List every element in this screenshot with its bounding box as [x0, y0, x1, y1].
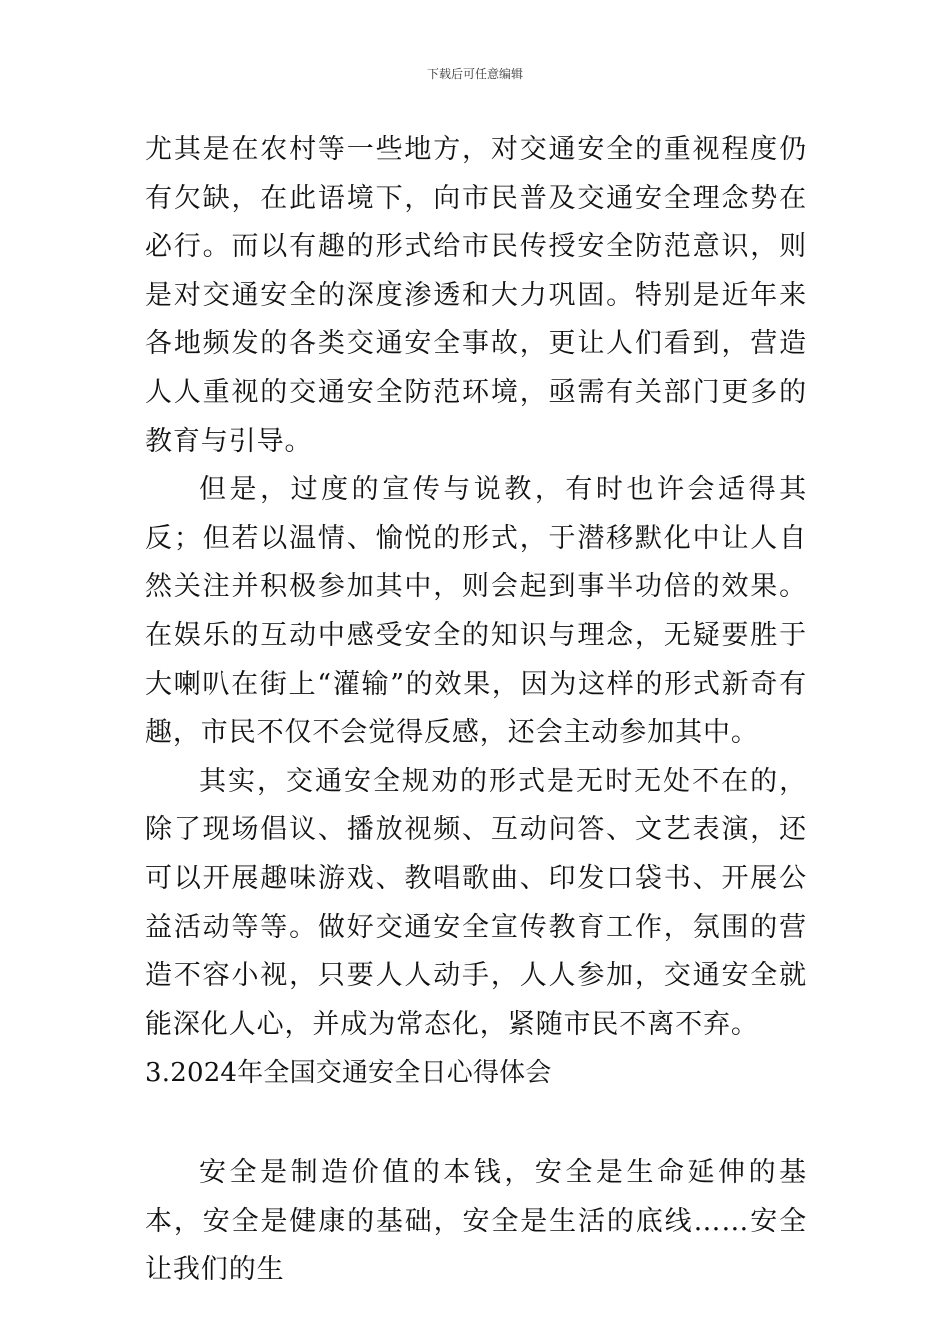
paragraph-2: 但是，过度的宣传与说教，有时也许会适得其反；但若以温情、愉悦的形式，于潜移默化中让人自然关注并积极参加其中，则会起到事半功倍的效果。在娱乐的互动中感受安全的知识与理念，无疑要胜于大喇叭在街上“灌输”的效果，因为这样的形式新奇有趣，市民不仅不会觉得反感，还会主动参加其中。	[145, 474, 807, 749]
paragraph-4: 安全是制造价值的本钱，安全是生命延伸的基本，安全是健康的基础，安全是生活的底线……安全让我们的生	[145, 1157, 807, 1286]
section-heading: 3.2024年全国交通安全日心得体会	[145, 1058, 552, 1089]
spacer	[145, 1097, 807, 1149]
body-text	[145, 126, 807, 1295]
header-note: 下载后可任意编辑	[426, 67, 523, 81]
paragraph-3: 其实，交通安全规劝的形式是无时无处不在的，除了现场倡议、播放视频、互动问答、文艺表演，还可以开展趣味游戏、教唱歌曲、印发口袋书、开展公益活动等等。做好交通安全宣传教育工作，氛围的营造不容小视，只要人人动手，人人参加，交通安全就能深化人心，并成为常态化，紧随市民不离不弃。	[145, 765, 807, 1040]
paragraph-1: 尤其是在农村等一些地方，对交通安全的重视程度仍有欠缺，在此语境下，向市民普及交通安全理念势在必行。而以有趣的形式给市民传授安全防范意识，则是对交通安全的深度渗透和大力巩固。特别是近年来各地频发的各类交通安全事故，更让人们看到，营造人人重视的交通安全防范环境，亟需有关部门更多的教育与引导。	[145, 134, 807, 457]
